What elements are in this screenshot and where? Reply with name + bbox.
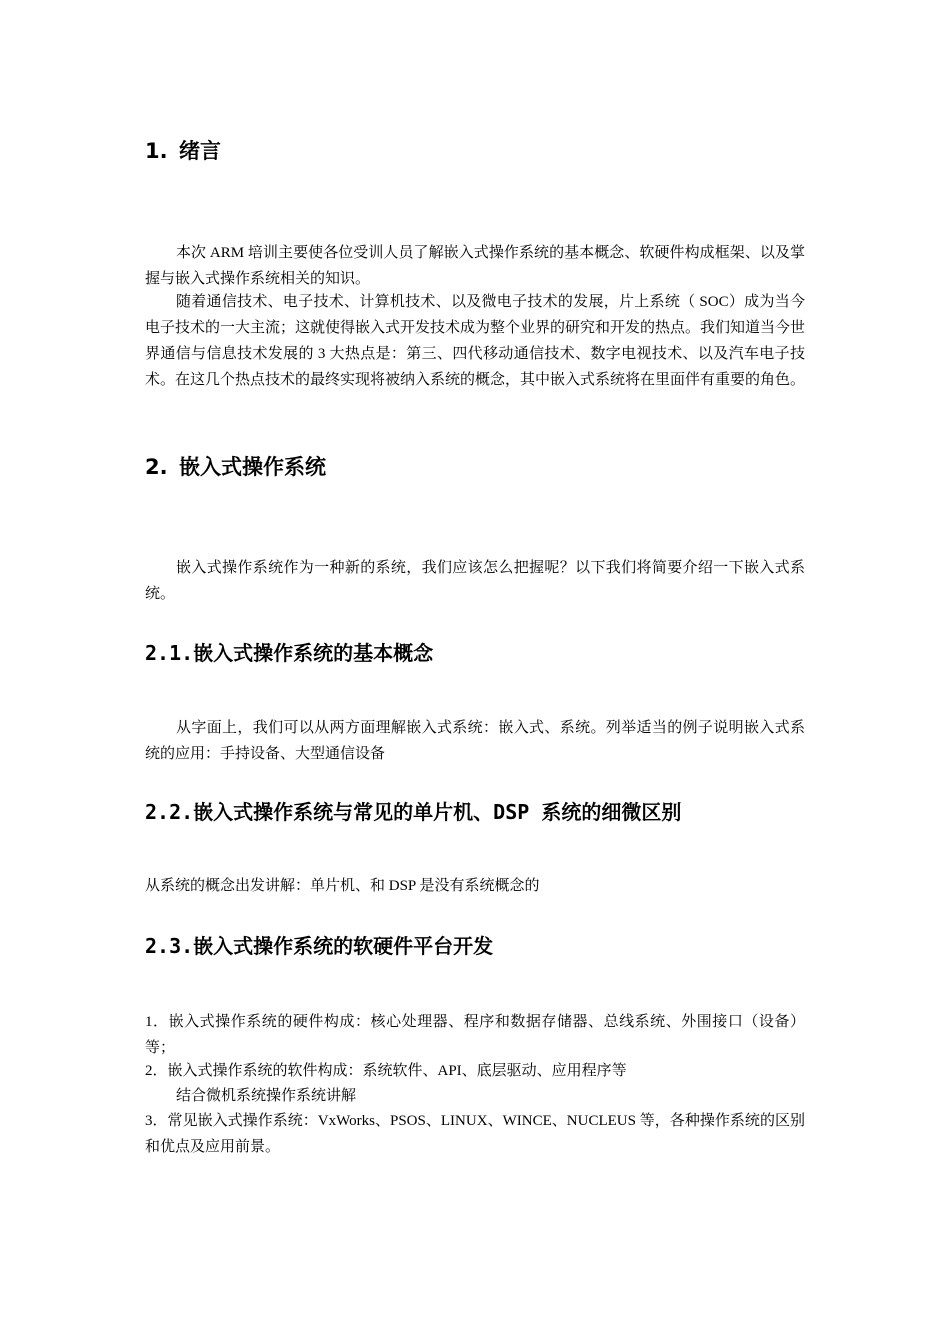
section-1-title: 绪言 [179,139,221,163]
section-2-3-item-1: 1．嵌入式操作系统的硬件构成：核心处理器、程序和数据存储器、总线系统、外围接口（设备）等； [145,1014,805,1056]
section-2-3-item-2: 2．嵌入式操作系统的软件构成：系统软件、API、底层驱动、应用程序等 [145,1063,627,1079]
section-2-2-heading: 2.2.嵌入式操作系统与常见的单片机、DSP 系统的细微区别 [145,800,682,824]
section-2-paragraph: 嵌入式操作系统作为一种新的系统，我们应该怎么把握呢？以下我们将简要介绍一下嵌入式系统。 [145,560,805,602]
section-1-number: 1. [145,139,168,163]
section-2-2-paragraph: 从系统的概念出发讲解：单片机、和 DSP 是没有系统概念的 [145,878,540,894]
section-2-3-item-3: 3．常见嵌入式操作系统：VxWorks、PSOS、LINUX、WINCE、NUCLEUS 等，各种操作系统的区别和优点及应用前景。 [145,1113,805,1155]
section-2-1-heading: 2.1.嵌入式操作系统的基本概念 [145,641,434,665]
section-1-paragraph-2: 随着通信技术、电子技术、计算机技术、以及微电子技术的发展，片上系统（ SOC）成为当今电子技术的一大主流；这就使得嵌入式开发技术成为整个业界的研究和开发的热点。我们知道当今世界通信与信息技术发展的 3 大热点是：第三、四代移动通信技术、数字电视技术、以及汽车电子技术。在这几个热点技术的最终实现将被纳入系统的概念，其中嵌入式系统将在里面伴有重要的角色。 [145,294,806,388]
section-1-heading [145,137,221,165]
section-2-3-heading: 2.3.嵌入式操作系统的软硬件平台开发 [145,934,494,958]
section-2-1-paragraph: 从字面上，我们可以从两方面理解嵌入式系统：嵌入式、系统。列举适当的例子说明嵌入式系统的应用：手持设备、大型通信设备 [145,720,805,762]
section-2-title: 嵌入式操作系统 [179,455,326,479]
section-2-number: 2. [145,455,168,479]
section-2-heading [145,453,326,481]
section-1-paragraph-1: 本次 ARM 培训主要使各位受训人员了解嵌入式操作系统的基本概念、软硬件构成框架、以及掌握与嵌入式操作系统相关的知识。 [145,245,805,287]
section-2-3-item-2-note: 结合微机系统操作系统讲解 [176,1088,357,1104]
